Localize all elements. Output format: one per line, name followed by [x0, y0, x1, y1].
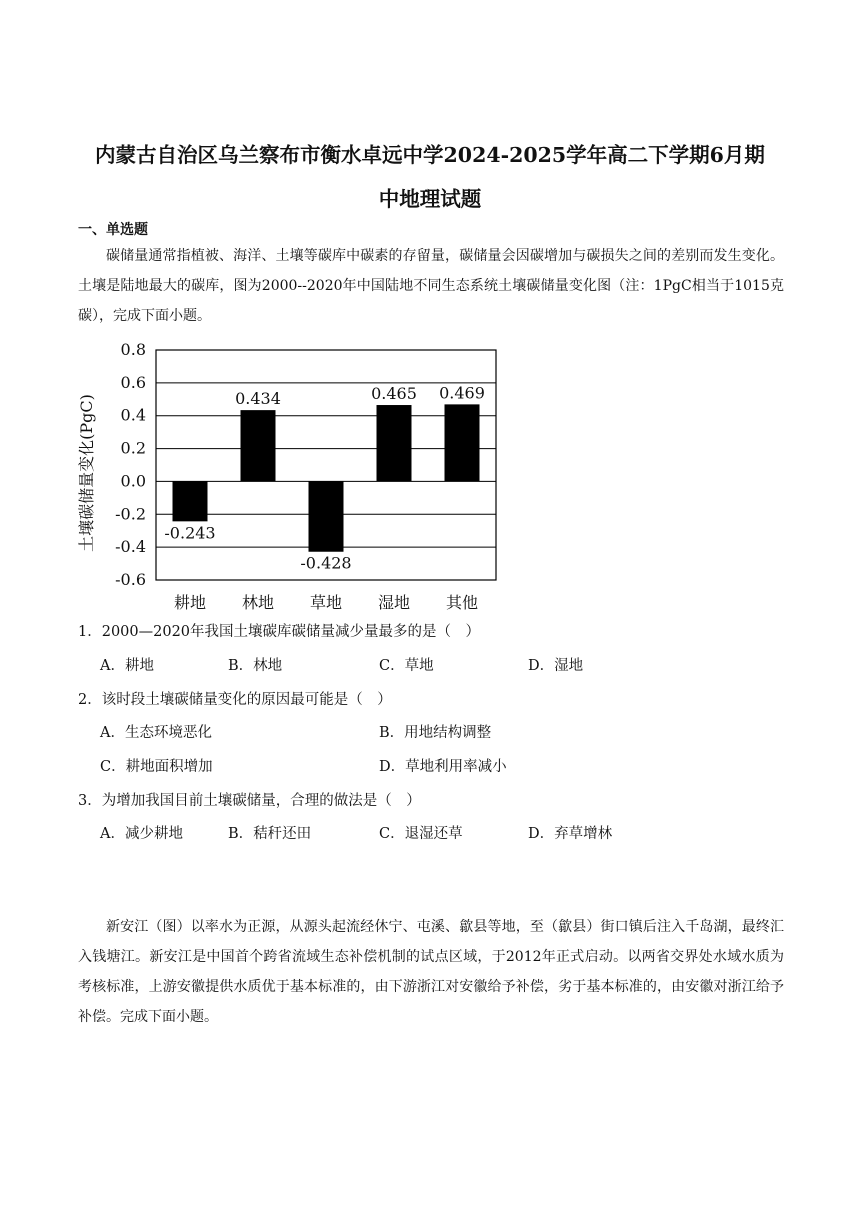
chart-y-tick-label: 0.6: [120, 372, 146, 392]
passage-2-paragraph: 新安江（图）以率水为正源，从源头起流经休宁、屯溪、歙县等地，至（歙县）街口镇后注入千岛湖，最终汇入钱塘江。新安江是中国首个跨省流域生态补偿机制的试点区域，于2012年正式启动。以两省交界处水域水质为考核标准，上游安徽提供水质优于基本标准的，由下游浙江对安徽给予补偿，劣于基本标准的，由安徽对浙江给予补偿。完成下面小题。: [78, 919, 784, 1025]
chart-x-tick-label: 湿地: [377, 593, 411, 612]
chart-y-tick-label: -0.4: [115, 537, 146, 557]
question-2-option-a[interactable]: A．生态环境恶化: [100, 725, 212, 741]
question-2-option-c[interactable]: C．耕地面积增加: [100, 759, 213, 775]
section-heading: 一、单选题: [78, 222, 148, 238]
question-2-option-b[interactable]: B．用地结构调整: [379, 725, 492, 741]
chart-x-tick-label: 耕地: [173, 593, 207, 612]
document-title-line-1: 内蒙古自治区乌兰察布市衡水卓远中学2024-2025学年高二下学期6月期: [95, 143, 765, 167]
intro-paragraph: 碳储量通常指植被、海洋、土壤等碳库中碳素的存留量，碳储量会因碳增加与碳损失之间的差别而发生变化。土壤是陆地最大的碳库，图为2000--2020年中国陆地不同生态系统土壤碳储量变化图（注：1PgC相当于1015克碳），完成下面小题。: [78, 248, 784, 324]
question-1-stem: 1．2000—2020年我国土壤碳库碳储量减少量最多的是（ ）: [78, 624, 481, 640]
chart-x-tick-label: 其他: [445, 593, 479, 612]
document-title-line-2: 中地理试题: [378, 187, 482, 211]
question-1-option-b[interactable]: B．林地: [228, 658, 283, 674]
chart-x-tick-label: 草地: [309, 593, 343, 612]
chart-bars: [173, 404, 480, 551]
question-1-option-a[interactable]: A．耕地: [100, 658, 154, 674]
chart-y-tick-label: 0.4: [120, 405, 146, 425]
chart-y-tick-label: -0.2: [115, 504, 146, 524]
question-1-option-c[interactable]: C．草地: [379, 658, 434, 674]
chart-value-label: 0.469: [439, 383, 485, 403]
question-3-option-b[interactable]: B．秸秆还田: [228, 826, 312, 842]
question-1-option-d[interactable]: D．湿地: [528, 658, 584, 674]
chart-value-label: -0.428: [300, 553, 352, 573]
chart-bar: [173, 481, 208, 521]
chart-x-tick-labels: [174, 593, 478, 612]
soil-carbon-bar-chart: [74, 338, 514, 620]
chart-bar: [445, 404, 480, 481]
chart-y-tick-labels: [115, 340, 146, 589]
chart-y-tick-label: 0.0: [120, 471, 146, 491]
question-3-stem: 3．为增加我国目前土壤碳储量，合理的做法是（ ）: [78, 793, 421, 809]
question-3-option-a[interactable]: A．减少耕地: [100, 826, 183, 842]
chart-bar: [377, 405, 412, 481]
chart-y-tick-label: 0.2: [120, 438, 146, 458]
question-3-option-c[interactable]: C．退湿还草: [379, 826, 463, 842]
chart-x-tick-label: 林地: [241, 593, 275, 612]
question-2-stem: 2．该时段土壤碳储量变化的原因最可能是（ ）: [78, 692, 392, 708]
question-2-option-d[interactable]: D．草地利用率减小: [379, 759, 507, 775]
chart-y-tick-label: -0.6: [115, 570, 146, 589]
question-3-option-d[interactable]: D．弃草增林: [528, 826, 613, 842]
chart-y-axis-label: 土壤碳储量变化(PgC): [77, 394, 96, 552]
chart-value-label: 0.465: [371, 384, 417, 404]
chart-value-label: -0.243: [164, 523, 216, 543]
chart-value-label: 0.434: [235, 389, 281, 409]
chart-bar: [241, 410, 276, 481]
chart-y-tick-label: 0.8: [120, 340, 146, 359]
chart-bar: [309, 481, 344, 551]
